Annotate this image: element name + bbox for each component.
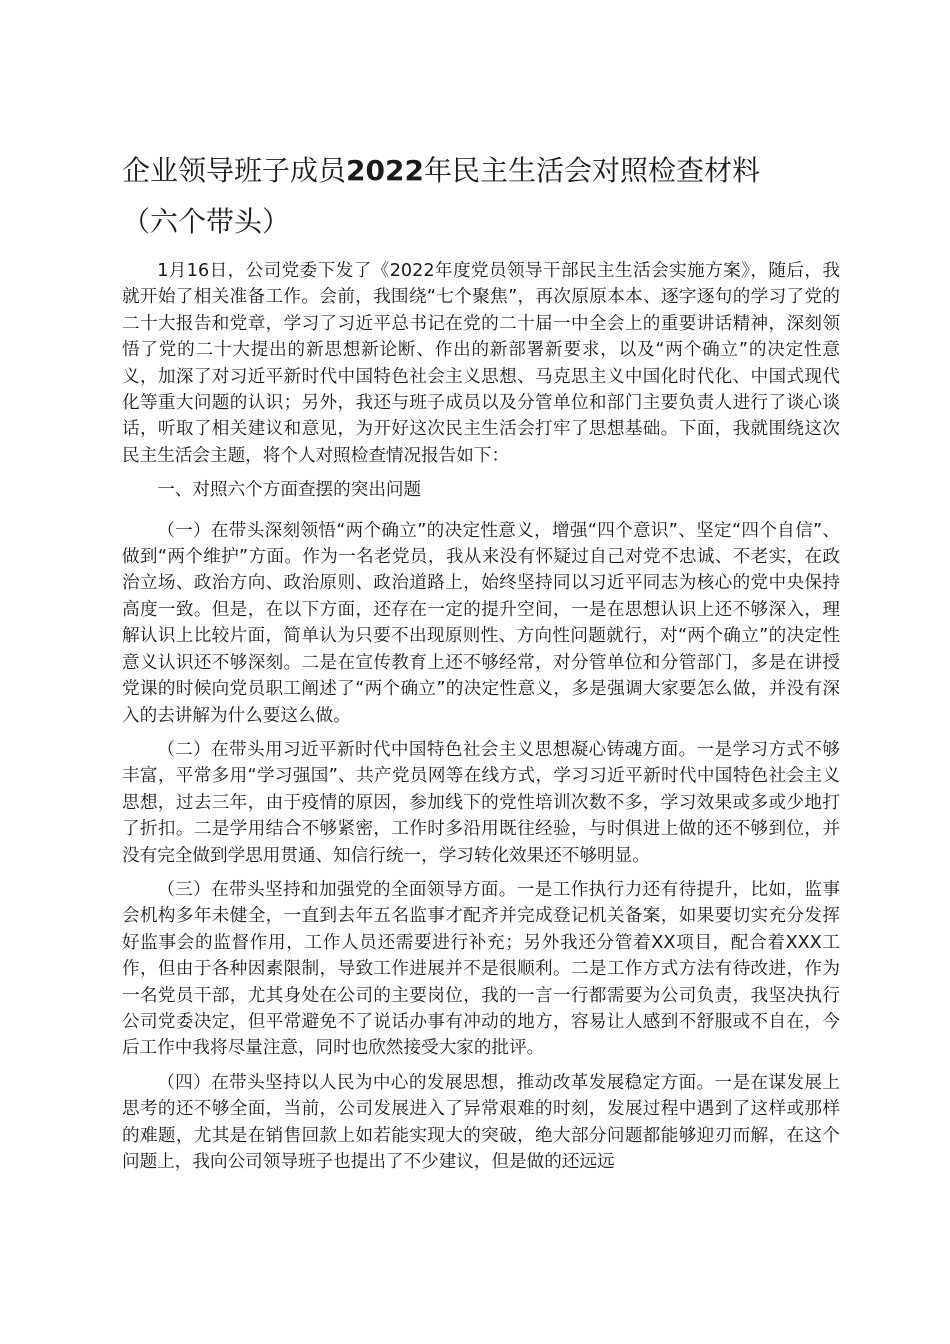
- title-year: 2022: [346, 154, 424, 187]
- document-subtitle: （六个带头）: [122, 205, 291, 238]
- issue-paragraph-2: （二）在带头用习近平新时代中国特色社会主义思想凝心铸魂方面。一是学习方式不够丰富，平常多用“学习强国”、共产党员网等在线方式，学习习近平新时代中国特色社会主义思想，过去三年，由于疫情的原因，参加线下的党性培训次数不多，学习效果或多或少地打了折扣。二是学用结合不够紧密，工作时多沿用既往经验，与时俱进上做的还不够到位，并没有完全做到学思用贯通、知信行统一，学习转化效果还不够明显。: [122, 739, 840, 866]
- document-body: [122, 258, 840, 1183]
- title-prefix: 企业领导班子成员: [122, 154, 347, 187]
- document-title: [122, 155, 842, 187]
- title-suffix: 年民主生活会对照检查材料: [423, 154, 760, 187]
- issue-paragraph-4: （四）在带头坚持以人民为中心的发展思想，推动改革发展稳定方面。一是在谋发展上思考的还不够全面，当前，公司发展进入了异常艰难的时刻，发展过程中遇到了这样或那样的难题，尤其是在销售回款上如若能实现大的突破，绝大部分问题都能够迎刃而解，在这个问题上，我向公司领导班子也提出了不少建议，但是做的还远远: [122, 1072, 840, 1172]
- intro-paragraph: 1月16日，公司党委下发了《2022年度党员领导干部民主生活会实施方案》，随后，我就开始了相关准备工作。会前，我围绕“七个聚焦”，再次原原本本、逐字逐句的学习了党的二十大报告和党章，学习了习近平总书记在党的二十届一中全会上的重要讲话精神，深刻领悟了党的二十大提出的新思想新论断、作出的新部署新要求，以及“两个确立”的决定性意义，加深了对习近平新时代中国特色社会主义思想、马克思主义中国化时代化、中国式现代化等重大问题的认识；另外，我还与班子成员以及分管单位和部门主要负责人进行了谈心谈话，听取了相关建议和意见，为开好这次民主生活会打牢了思想基础。下面，我就围绕这次民主生活会主题，将个人对照检查情况报告如下：: [122, 261, 840, 466]
- issue-paragraph-1: （一）在带头深刻领悟“两个确立”的决定性意义，增强“四个意识”、坚定“四个自信”、做到“两个维护”方面。作为一名老党员，我从来没有怀疑过自己对党不忠诚、不老实，在政治立场、政治方向、政治原则、政治道路上，始终坚持同以习近平同志为核心的党中央保持高度一致。但是，在以下方面，还存在一定的提升空间，一是在思想认识上还不够深入，理解认识上比较片面，简单认为只要不出现原则性、方向性问题就行，对“两个确立”的决定性意义认识还不够深刻。二是在宣传教育上还不够经常，对分管单位和分管部门，多是在讲授党课的时候向党员职工阐述了“两个确立”的决定性意义，多是强调大家要怎么做，并没有深入的去讲解为什么要这么做。: [122, 520, 840, 726]
- section-heading: 一、对照六个方面查摆的突出问题: [157, 480, 422, 501]
- issue-paragraph-3: （三）在带头坚持和加强党的全面领导方面。一是工作执行力还有待提升，比如，监事会机构多年未健全，一直到去年五名监事才配齐并完成登记机关备案，如果要切实充分发挥好监事会的监督作用，工作人员还需要进行补充；另外我还分管着XX项目，配合着XXX工作，但由于各种因素限制，导致工作进展并不是很顺利。二是工作方式方法有待改进，作为一名党员干部，尤其身处在公司的主要岗位，我的一言一行都需要为公司负责，我坚决执行公司党委决定，但平常避免不了说话办事有冲动的地方，容易让人感到不舒服或不自在，今后工作中我将尽量注意，同时也欣然接受大家的批评。: [122, 879, 840, 1059]
